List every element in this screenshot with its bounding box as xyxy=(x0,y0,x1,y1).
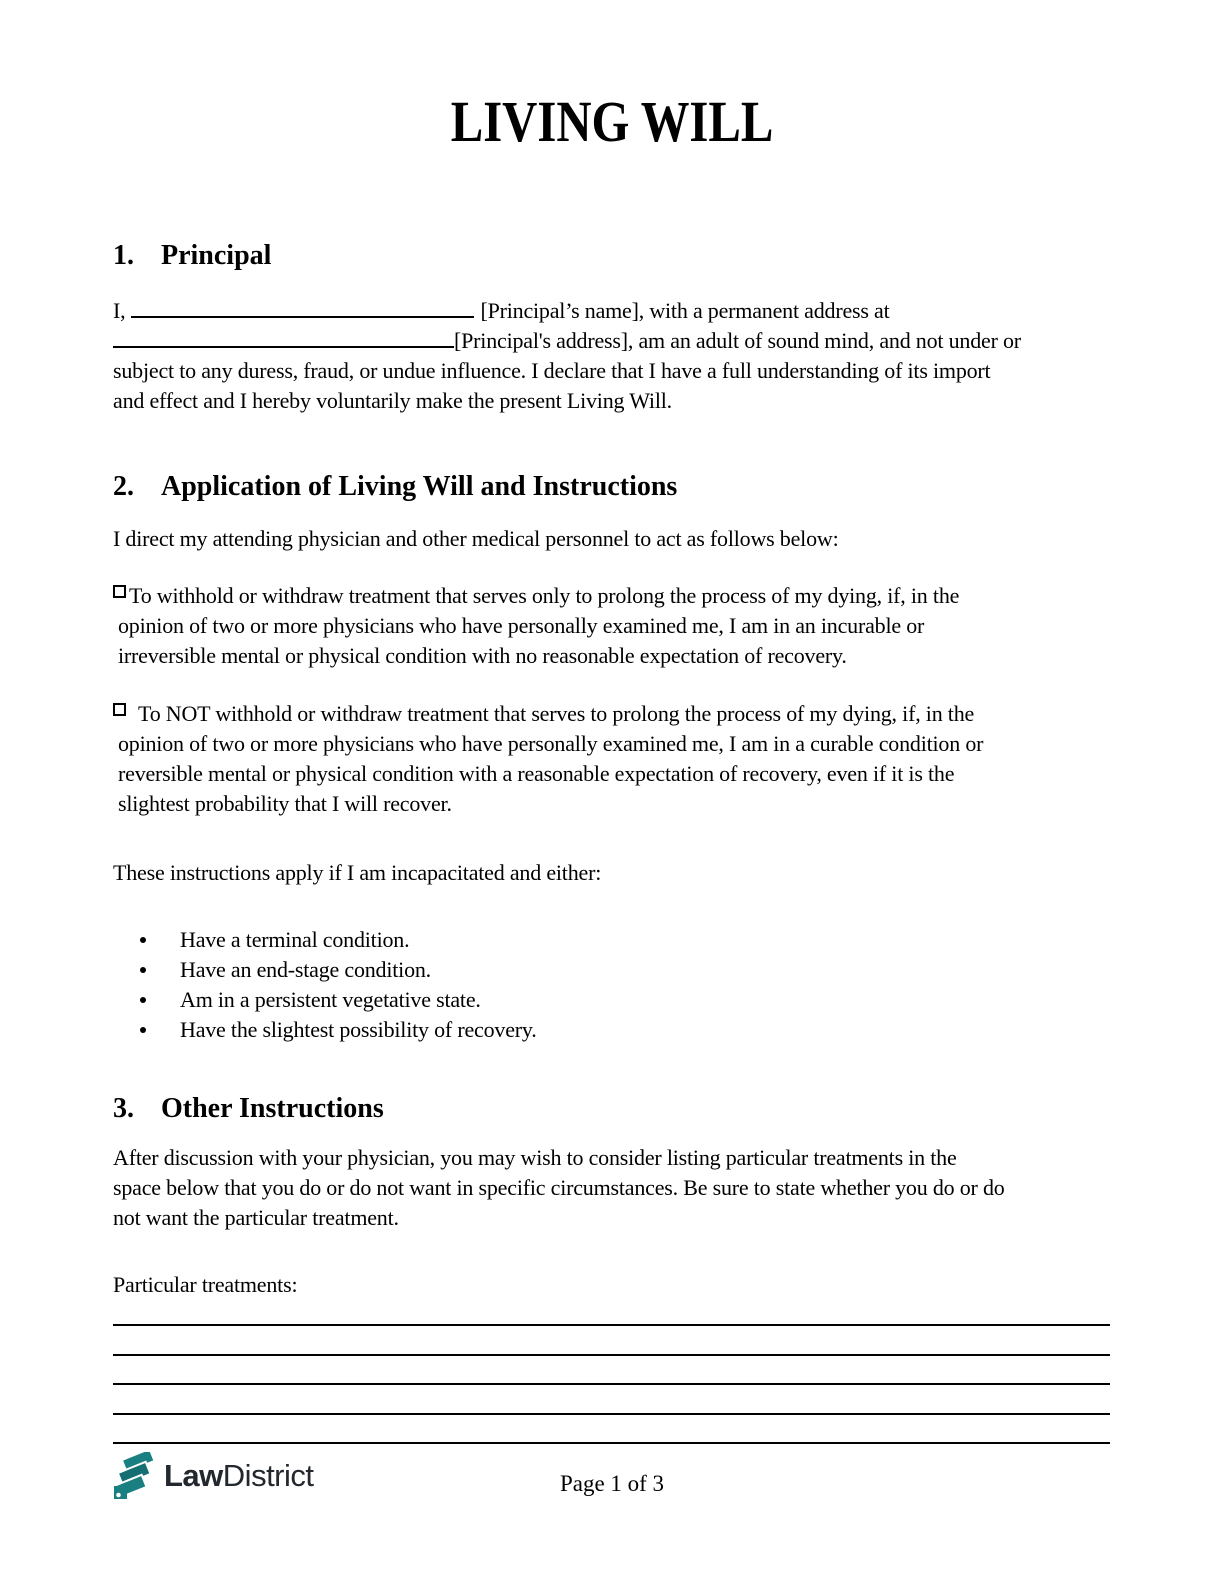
other-instructions-paragraph xyxy=(113,1143,1123,1233)
text-line: irreversible mental or physical condition with no reasonable expectation of recovery. xyxy=(118,643,847,668)
section-title: Other Instructions xyxy=(161,1093,384,1124)
principal-paragraph xyxy=(113,296,1123,416)
text-line: not want the particular treatment. xyxy=(113,1205,399,1230)
section-number: 2. xyxy=(113,471,134,502)
checkbox-icon[interactable] xyxy=(113,703,126,716)
text-line xyxy=(118,701,974,726)
intro-prefix: I, xyxy=(113,298,126,323)
bullet-icon xyxy=(140,937,146,943)
section-number: 1. xyxy=(113,240,134,271)
blank-line[interactable] xyxy=(113,1324,1110,1354)
option-not-withhold-treatment xyxy=(113,699,1128,819)
principal-address-field[interactable] xyxy=(113,326,454,348)
text-line xyxy=(118,583,959,608)
instructions-apply-note xyxy=(113,858,1123,888)
section-number: 3. xyxy=(113,1093,134,1124)
condition-text: Am in a persistent vegetative state. xyxy=(180,987,481,1012)
document-title: LIVING WILL xyxy=(450,89,774,154)
text-line xyxy=(113,328,1021,353)
option-text: To withhold or withdraw treatment that serves only to prolong the process of my dying, if, in the xyxy=(129,583,960,608)
condition-text: Have the slightest possibility of recovery. xyxy=(180,1017,537,1042)
text-line: These instructions apply if I am incapacitated and either: xyxy=(113,860,602,885)
text-line: I direct my attending physician and other medical personnel to act as follows below: xyxy=(113,526,839,551)
text-segment: [Principal’s name], with a permanent address at xyxy=(480,298,890,323)
text-segment: [Principal's address], am an adult of sound mind, and not under or xyxy=(454,328,1021,353)
text-line: opinion of two or more physicians who have personally examined me, I am in an incurable or xyxy=(118,613,925,638)
list-item xyxy=(113,925,1123,955)
page-indicator: Page 1 of 3 xyxy=(559,1471,665,1496)
section-title: Principal xyxy=(161,240,272,271)
text-line: subject to any duress, fraud, or undue influence. I declare that I have a full understanding of its import xyxy=(113,358,991,383)
condition-text: Have an end-stage condition. xyxy=(180,957,431,982)
option-withhold-treatment xyxy=(113,581,1128,671)
principal-name-field[interactable] xyxy=(131,296,474,318)
blank-line[interactable] xyxy=(113,1413,1110,1443)
bullet-icon xyxy=(140,997,146,1003)
section-heading-application xyxy=(113,471,1113,503)
text-line: Particular treatments: xyxy=(113,1272,298,1297)
application-intro xyxy=(113,524,1123,554)
list-item xyxy=(113,985,1123,1015)
bullet-icon xyxy=(140,1027,146,1033)
text-line: opinion of two or more physicians who have personally examined me, I am in a curable condition or xyxy=(118,731,984,756)
bullet-icon xyxy=(140,967,146,973)
particular-treatments-label xyxy=(113,1270,1123,1300)
brand-name-bold: Law xyxy=(164,1458,223,1493)
text-line: and effect and I hereby voluntarily make the present Living Will. xyxy=(113,388,672,413)
text-line: slightest probability that I will recover. xyxy=(118,791,452,816)
section-heading-other-instructions xyxy=(113,1093,1113,1125)
condition-text: Have a terminal condition. xyxy=(180,927,410,952)
list-item xyxy=(113,955,1123,985)
section-heading-principal xyxy=(113,240,1113,272)
document-title-wrap xyxy=(0,89,1224,154)
blank-line[interactable] xyxy=(113,1354,1110,1384)
blank-line[interactable] xyxy=(113,1383,1110,1413)
text-line: space below that you do or do not want in specific circumstances. Be sure to state whether you do or do xyxy=(113,1175,1005,1200)
conditions-list xyxy=(113,925,1123,1045)
checkbox-icon[interactable] xyxy=(113,585,126,598)
list-item xyxy=(113,1015,1123,1045)
treatments-write-in-area xyxy=(113,1324,1110,1472)
text-line xyxy=(113,298,890,323)
text-line: After discussion with your physician, you may wish to consider listing particular treatments in the xyxy=(113,1145,957,1170)
option-text: To NOT withhold or withdraw treatment that serves to prolong the process of my dying, if, in the xyxy=(138,701,975,726)
text-line: reversible mental or physical condition with a reasonable expectation of recovery, even if it is the xyxy=(118,761,955,786)
brand-name-regular: District xyxy=(222,1458,314,1493)
section-title: Application of Living Will and Instructions xyxy=(161,471,678,502)
